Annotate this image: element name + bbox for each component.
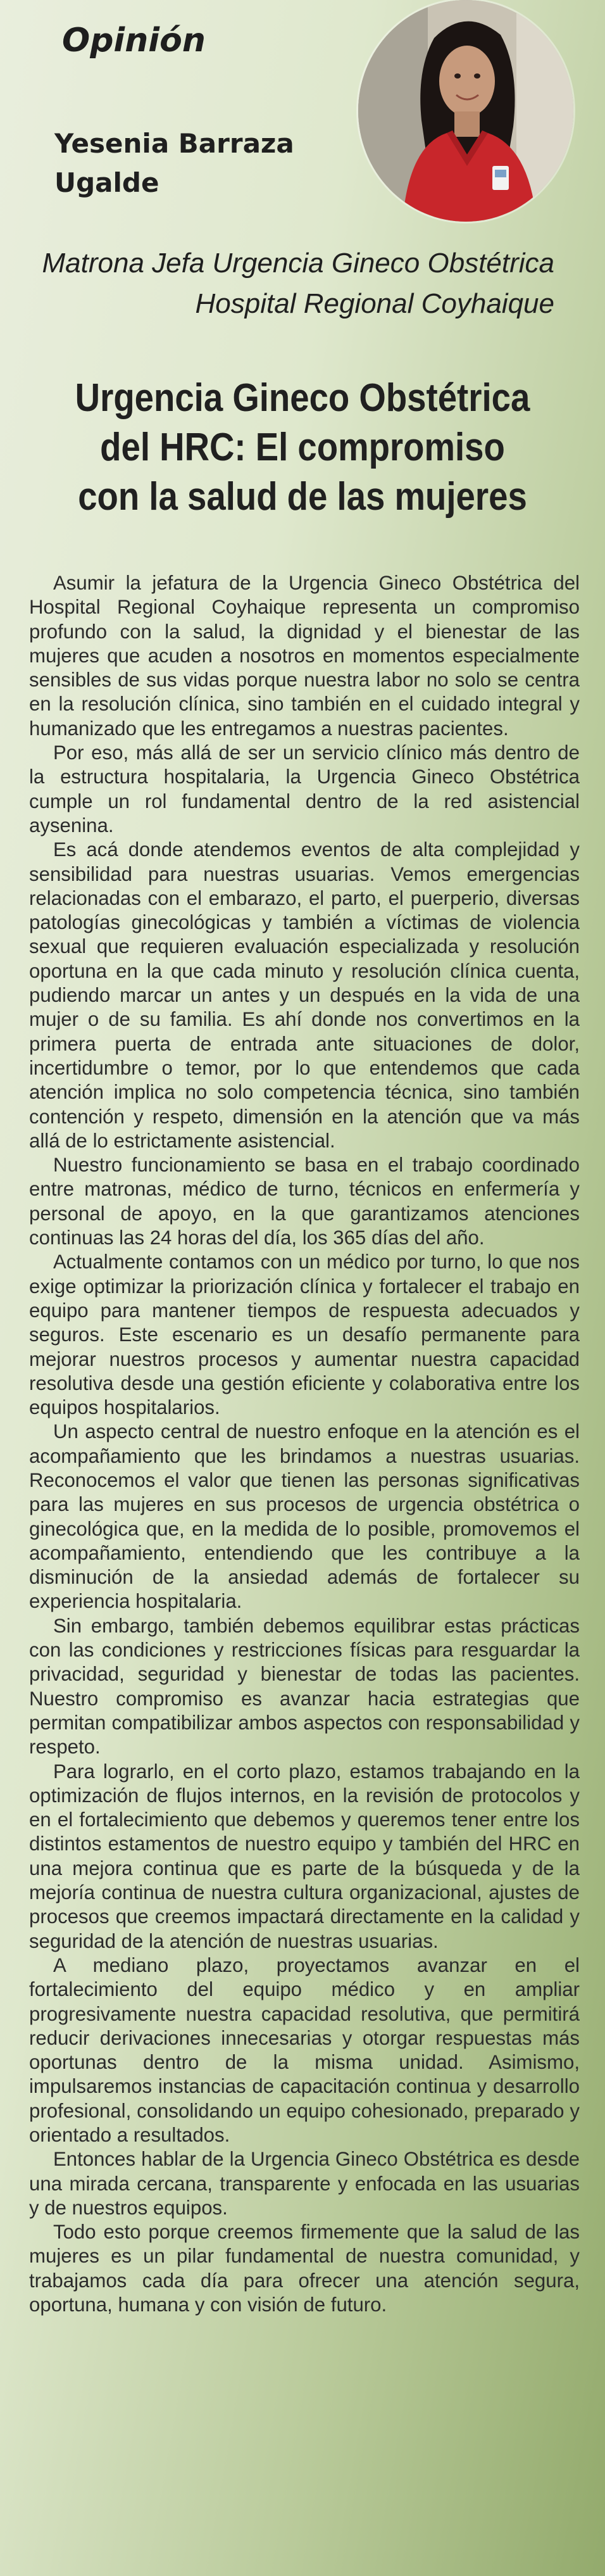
section-title: Opinión bbox=[62, 22, 206, 60]
article-paragraph: Asumir la jefatura de la Urgencia Gineco Obstétrica del Hospital Regional Coyhaique representa un compromiso profundo con la salud, la dignidad y el bienestar de las mujeres que acuden a nosotros en momentos especialmente sensibles de sus vidas porque nuestra labor no solo se centra en la resolución clínica, sino también en el cuidado integral y humanizado que les entregamos a nuestras pacientes. bbox=[29, 572, 580, 740]
author-role bbox=[0, 234, 554, 324]
article-body bbox=[29, 571, 580, 2317]
article-paragraph: Actualmente contamos con un médico por turno, lo que nos exige optimizar la priorización clínica y fortalecer el trabajo en equipo para mantener tiempos de respuesta adecuados y seguros. Este escenario es un desafío permanente para mejorar nuestros procesos y aumentar nuestra capacidad resolutiva desde una gestión eficiente y colaborativa entre los equipos hospitalarios. bbox=[29, 1251, 580, 1419]
article-paragraph: Es acá donde atendemos eventos de alta complejidad y sensibilidad para nuestras usuarias. Vemos emergencias relacionadas con el embarazo, el parto, el puerperio, diversas patologías ginecológicas y también a víctimas de violencia sexual que requieren evaluación especializada y resolución oportuna en la que cada minuto y resolución clínica cuenta, pudiendo marcar un antes y un después en la vida de una mujer o de su familia. Es ahí donde nos convertimos en la primera puerta de entrada ante situaciones de dolor, incertidumbre o temor, por lo que entendemos que cada atención implica no solo competencia técnica, sino también contención y respeto, dimensión en la atención que va más allá de lo estrictamente asistencial. bbox=[29, 838, 580, 1152]
article-paragraph: Sin embargo, también debemos equilibrar estas prácticas con las condiciones y restricciones físicas para resguardar la privacidad, seguridad y bienestar de todas las pacientes. Nuestro compromiso es avanzar hacia estrategias que permitan compatibilizar ambos aspectos con responsabilidad y respeto. bbox=[29, 1614, 580, 1758]
column-header bbox=[0, 0, 605, 234]
article-paragraph: Para lograrlo, en el corto plazo, estamos trabajando en la optimización de flujos internos, en la revisión de protocolos y en el fortalecimiento que debemos y queremos tener entre los distintos estamentos de nuestro equipo y también del HRC en una mejora continua que es parte de la búsqueda y de la mejoría continua de nuestra cultura organizacional, ajustes de procesos que creemos impactará directamente en la calidad y seguridad de la atención de nuestras usuarias. bbox=[29, 1760, 580, 1952]
author-portrait-image bbox=[358, 0, 573, 222]
author-name: Yesenia Barraza Ugalde bbox=[54, 128, 294, 198]
article-headline: Urgencia Gineco Obstétrica del HRC: El compromiso con la salud de las mujeres bbox=[75, 376, 530, 519]
author-role-title: Matrona Jefa Urgencia Gineco Obstétrica bbox=[42, 248, 554, 279]
article-paragraph: A mediano plazo, proyectamos avanzar en el fortalecimiento del equipo médico y en ampliar progresivamente nuestra capacidad resolutiva, que permitirá reducir derivaciones innecesarias y otorgar respuestas más oportunas dentro de la misma unidad. Asimismo, impulsaremos instancias de capacitación continua y desarrollo profesional, consolidando un equipo cohesionado, preparado y orientado a resultados. bbox=[29, 1954, 580, 2146]
article-paragraph: Todo esto porque creemos firmemente que la salud de las mujeres es un pilar fundamental de nuestra comunidad, y trabajamos cada día para ofrecer una atención segura, oportuna, humana y con visión de futuro. bbox=[29, 2221, 580, 2316]
article-paragraph: Un aspecto central de nuestro enfoque en la atención es el acompañamiento que les brindamos a nuestras usuarias. Reconocemos el valor que tienen las personas significativas para las mujeres en sus procesos de urgencia obstétrica o ginecológica que, en la medida de lo posible, promovemos el acompañamiento, entendiendo que les contribuye a la disminución de la ansiedad además de fortalecer su experiencia hospitalaria. bbox=[29, 1420, 580, 1613]
author-photo bbox=[358, 0, 573, 222]
article-paragraph: Por eso, más allá de ser un servicio clínico más dentro de la estructura hospitalaria, la Urgencia Gineco Obstétrica cumple un rol fundamental dentro de la red asistencial aysenina. bbox=[29, 742, 580, 837]
article-paragraph: Nuestro funcionamiento se basa en el trabajo coordinado entre matronas, médico de turno, técnicos en enfermería y personal de apoyo, en la que garantizamos atenciones continuas las 24 horas del día, los 365 días del año. bbox=[29, 1154, 580, 1249]
author-role-institution: Hospital Regional Coyhaique bbox=[195, 288, 554, 319]
article-paragraph: Entonces hablar de la Urgencia Gineco Obstétrica es desde una mirada cercana, transparente y enfocada en las usuarias y de nuestros equipos. bbox=[29, 2148, 580, 2219]
